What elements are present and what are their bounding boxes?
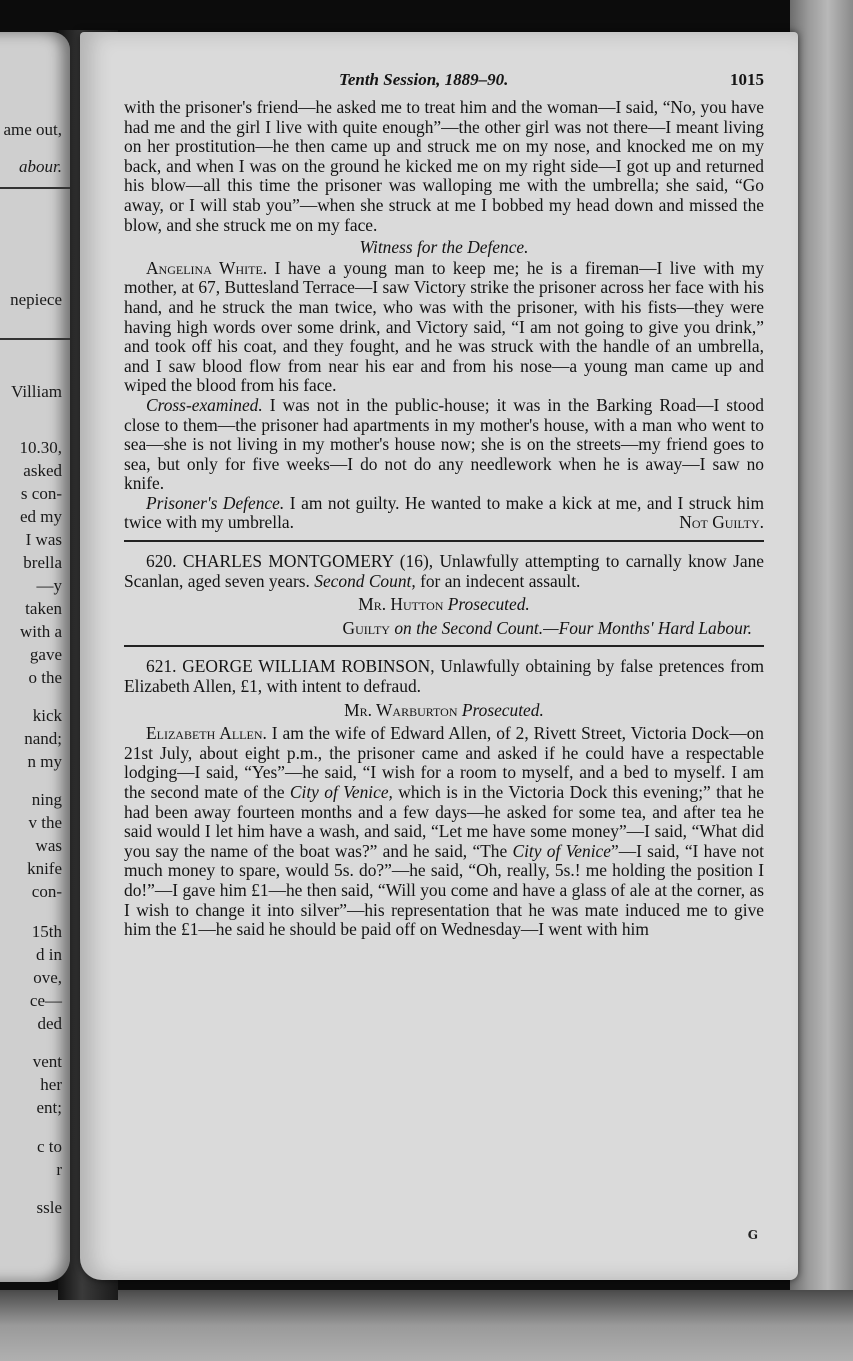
left-fragment-line: ame out,	[3, 120, 62, 139]
left-fragment-line: gave	[29, 645, 62, 664]
left-fragment-line: vent	[32, 1052, 62, 1071]
left-fragment-line: her	[40, 1075, 62, 1094]
left-page-rule	[0, 338, 70, 340]
left-fragment-line: brella	[23, 553, 62, 572]
left-fragment-line: d in	[36, 945, 62, 964]
verdict-not-guilty: Not Guilty.	[679, 512, 764, 533]
page-content	[124, 70, 764, 940]
defence-label: Prisoner's Defence.	[146, 492, 285, 513]
witness-name: Angelina White.	[146, 257, 268, 278]
second-count: Second Count,	[314, 570, 416, 591]
charge-text-2: for an indecent assault.	[420, 570, 581, 591]
prosecutor-line	[124, 595, 764, 615]
left-fragment-line: ed my	[19, 507, 62, 526]
defendant-name: GEORGE WILLIAM ROBINSON,	[182, 656, 435, 677]
left-fragment-line: I was	[25, 530, 62, 549]
case-621	[124, 657, 764, 696]
testimony-text-a: I am the wife of Edward Allen, of 2, Rivett Street, Victoria Dock—on 21st July, about eight p.m., the prisoner came and asked if he could have a respectable lodging—I said, “Yes”—he said, “I wish for a room to myself, and a bed to myself. I am the second mate of the	[124, 723, 764, 802]
left-fragment-line: con-	[31, 882, 62, 901]
left-fragment-line: o the	[28, 668, 62, 687]
charge-text: Unlawfully obtaining by false pretences from Elizabeth Allen, £1, with intent to defraud.	[124, 656, 764, 697]
section-divider	[124, 645, 764, 647]
ship-name: City of Venice,	[289, 782, 393, 802]
prosecutor-line	[124, 701, 764, 721]
prosecuted-label: Prosecuted.	[461, 699, 544, 720]
left-fragment-line: ning	[31, 790, 62, 809]
testimony-continuation: with the prisoner's friend—he asked me to treat him and the woman—I said, “No, you have had me and the girl I live with quite enough”—the other girl was not there—I meant living on her prostitution—he then came up and struck me on my nose, and knocked me on my back, and when I was on the ground he kicked me on my right side—I got up and returned his blow—all this time the prisoner was walloping me with the umbrella; she said, “Go away, or I will stab you”—when she struck at me I bobbed my head down and missed the blow, and she struck me on my face.	[124, 97, 764, 235]
running-header	[124, 70, 764, 98]
left-fragment-line: s con-	[20, 484, 62, 503]
session-title: Tenth Session, 1889–90.	[339, 70, 509, 89]
prisoner-defence	[124, 494, 764, 533]
verdict-guilty-line	[124, 619, 752, 639]
defendant-name: CHARLES MONTGOMERY	[182, 551, 394, 572]
left-fragment-line: ded	[37, 1014, 62, 1033]
page-number: 1015	[730, 70, 764, 89]
witness-text: I have a young man to keep me; he is a fireman—I live with my mother, at 67, Buttesland Terrace—I saw Victory strike the prisoner across her face with his hand, and he struck the man twice, who was with the prisoner, with his fists—they were having high words over some drink, and Victory said, “I am not going to give you drink,” and took off his coat, and they fought, and he was struck with the handle of an umbrella, and I saw blood flow from near his ear and from his nose—a young man came up and wiped the blood from his face.	[124, 257, 764, 396]
cross-examination	[124, 396, 764, 494]
section-divider	[124, 540, 764, 542]
left-fragment-line: c to	[36, 1137, 62, 1156]
ship-name: City of Venice	[512, 840, 611, 861]
left-fragment-line: v the	[28, 813, 62, 832]
defence-text: I am not guilty. He wanted to make a kick at me, and I struck him twice with my umbrella.	[124, 492, 765, 533]
sentence-text: on the Second Count.—Four Months' Hard Labour.	[394, 617, 752, 638]
witness-testimony	[124, 259, 764, 396]
prosecutor-name: Mr. Warburton	[344, 699, 458, 720]
left-fragment-line: 15th	[31, 922, 62, 941]
left-fragment-line: nepiece	[10, 290, 62, 309]
testimony-text-c: ”—I said, “I have not much money to spare, would 5s. do?”—he said, “Oh, really, 5s.! me holding the position I do!”—I gave him £1—he then said, “Will you come and have a glass of ale at the corner, as I wish to change it into silver”—his representation that he was mate induced me to give him the £1—he said he should be paid off on Wednesday—I went with him	[124, 840, 764, 940]
cross-text: I was not in the public-house; it was in the Barking Road—I stood close to them—the prisoner had apartments in my mother's house, with a man who went to sea—she is not living in my mother's house now; she is on the streets—my friend goes to sea, but only for five weeks—I do not do any needlework when he is away—I saw no knife.	[124, 394, 764, 494]
case-number: 620.	[146, 551, 177, 572]
prosecutor-name: Mr. Hutton	[358, 594, 444, 615]
left-fragment-line: ove,	[33, 968, 62, 987]
defendant-age: (16),	[399, 551, 434, 572]
left-page-rule	[0, 187, 70, 189]
verdict-guilty: Guilty	[342, 617, 390, 638]
testimony-text-b: which is in the Victoria Dock this evening;” that he had been away fourteen months and a few days—he asked for some tea, and after tea he said would I let him have a wash, and said, “Let me have some money”—I said, “What did you say the name of the boat was?” and he said, “The	[124, 782, 764, 861]
left-fragment-line: n my	[27, 752, 62, 771]
left-fragment-line: abour.	[19, 157, 62, 176]
adjacent-book-edge	[790, 0, 853, 1361]
left-fragment-line: kick	[32, 706, 62, 725]
case-620	[124, 552, 764, 591]
charge-text: Unlawfully attempting to carnally know Jane Scanlan, aged seven years.	[124, 551, 764, 591]
left-fragment-line: Villiam	[11, 382, 62, 401]
left-fragment-line: nand;	[24, 729, 62, 748]
left-fragment-line: ssle	[36, 1198, 62, 1217]
prosecuted-label: Prosecuted.	[447, 594, 530, 615]
left-fragment-line: —y	[36, 576, 62, 595]
witness-testimony	[124, 724, 764, 940]
left-fragment-line: taken	[25, 599, 62, 618]
case-number: 621.	[146, 656, 177, 677]
book-page	[80, 32, 798, 1280]
left-fragment-line: asked	[23, 461, 62, 480]
left-fragment-line: 10.30,	[19, 438, 62, 457]
bottom-surface	[0, 1290, 853, 1361]
left-fragment-line: knife	[27, 859, 62, 878]
left-fragment-line: with a	[19, 622, 62, 641]
signature-mark: G	[747, 1228, 758, 1242]
witness-name: Elizabeth Allen.	[146, 723, 267, 744]
cross-label: Cross-examined.	[146, 394, 263, 415]
left-fragment-line: r	[56, 1160, 62, 1179]
witness-heading: Witness for the Defence.	[359, 237, 529, 258]
left-fragment-line: ent;	[36, 1098, 62, 1117]
left-page-fragment	[0, 32, 70, 1282]
left-fragment-line: ce—	[29, 991, 62, 1010]
left-fragment-line: was	[35, 836, 62, 855]
